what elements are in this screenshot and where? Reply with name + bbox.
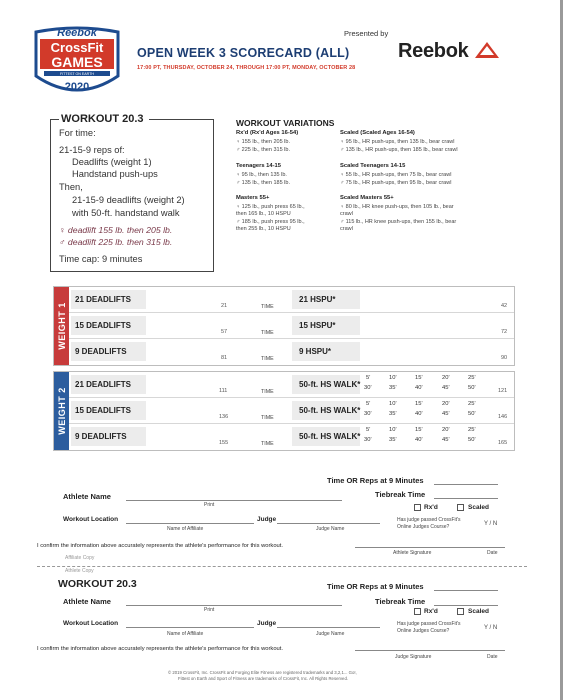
time-or-reps-input[interactable]	[434, 590, 498, 591]
time-cap: Time cap: 9 minutes	[59, 254, 143, 264]
variations-title: WORKOUT VARIATIONS	[236, 118, 335, 128]
judge-signature-input[interactable]	[355, 650, 505, 651]
table-row: 21 DEADLIFTS 21 TIME 21 HSPU* 42	[69, 287, 514, 313]
table-row: 9 DEADLIFTS 155 TIME 50-ft. HS WALK* 5' 10' 15' 20' 25' 30' 35' 40' 45' 50' 165	[69, 424, 514, 450]
workout-title-2: WORKOUT 20.3	[58, 578, 137, 590]
tiebreak-label: Tiebreak Time	[375, 490, 426, 499]
weight-1-table	[53, 286, 515, 366]
weight-2-band: WEIGHT 2	[54, 372, 69, 450]
variation-teens: Teenagers 14-15 ♀ 95 lb., then 135 lb. ♂ 135 lb., then 185 lb.	[236, 163, 290, 186]
judge-label: Judge	[257, 516, 277, 523]
svg-text:2020: 2020	[64, 81, 90, 93]
female-weights: ♀ deadlift 155 lb. then 205 lb.	[59, 225, 173, 235]
movement-label: 50-ft. HS WALK*	[292, 375, 360, 394]
rxd-checkbox[interactable]	[414, 504, 421, 511]
workout-title: WORKOUT 20.3	[59, 113, 149, 125]
movement-label: 21 DEADLIFTS	[71, 375, 146, 394]
judge-course-yn[interactable]: Y / N	[484, 521, 498, 527]
variation-masters: Masters 55+ ♀ 125 lb., push press 65 lb., then 165 lb., 10 HSPU ♂ 185 lb., push press 95 lb., then 255 lb., 10 HSPU	[236, 195, 305, 232]
variation-scaled: Scaled (Scaled Ages 16-54) ♀ 95 lb., HR push-ups, then 135 lb., bear crawl ♂ 135 lb., HR push-ups, then 185 lb., bear crawl	[340, 130, 458, 153]
athlete-signature-input[interactable]	[355, 547, 505, 548]
movement-label: 50-ft. HS WALK*	[292, 427, 360, 446]
judge-course-yn[interactable]: Y / N	[484, 625, 498, 631]
judge-input[interactable]	[277, 523, 380, 524]
movement-label: 21 HSPU*	[292, 290, 360, 309]
confirm-statement: I confirm the information above accurately represents the athlete's performance for this workout.	[37, 646, 283, 652]
tiebreak-input[interactable]	[434, 498, 498, 499]
svg-text:Reebok: Reebok	[57, 27, 97, 39]
workout-line: 21-15-9 reps of:	[59, 145, 125, 155]
rxd-checkbox[interactable]	[414, 608, 421, 615]
tiebreak-label: Tiebreak Time	[375, 597, 426, 606]
workout-line: Deadlifts (weight 1)	[72, 157, 152, 167]
workout-location-input[interactable]	[126, 523, 254, 524]
athlete-name-label: Athlete Name	[63, 597, 111, 606]
male-weights: ♂ deadlift 225 lb. then 315 lb.	[59, 237, 173, 247]
time-or-reps-input[interactable]	[434, 484, 498, 485]
movement-label: 9 HSPU*	[292, 342, 360, 361]
movement-label: 9 DEADLIFTS	[71, 427, 146, 446]
scaled-checkbox[interactable]	[457, 504, 464, 511]
table-row: 15 DEADLIFTS 136 TIME 50-ft. HS WALK* 5' 10' 15' 20' 25' 30' 35' 40' 45' 50' 146	[69, 398, 514, 424]
workout-line: Handstand push-ups	[72, 169, 158, 179]
svg-text:CrossFit: CrossFit	[50, 40, 104, 55]
scorecard-dates: 17:00 PT, THURSDAY, OCTOBER 24, THROUGH 17:00 PT, MONDAY, OCTOBER 28	[137, 65, 356, 71]
svg-text:FITTEST ON EARTH: FITTEST ON EARTH	[59, 72, 95, 76]
copyright-line-2: Fittest on Earth and Sport of Fitness are trademarks of CrossFit, Inc. All Rights Reserved.	[178, 676, 349, 681]
workout-line: For time:	[59, 128, 96, 138]
athlete-name-input[interactable]	[126, 605, 342, 606]
athlete-name-label: Athlete Name	[63, 492, 111, 501]
copyright-line-1: © 2019 CrossFit, Inc. CrossFit and Forging Elite Fitness are registered trademarks and 3,2,1... Go!,	[168, 670, 357, 675]
movement-label: 21 DEADLIFTS	[71, 290, 146, 309]
svg-text:GAMES: GAMES	[51, 54, 103, 70]
variation-scaled-masters: Scaled Masters 55+ ♀ 80 lb., HR knee push-ups, then 105 lb., bear crawl ♂ 115 lb., HR knee push-ups, then 155 lb., bear crawl	[340, 195, 457, 232]
reebok-logo: Reebok	[398, 40, 500, 63]
table-row: 9 DEADLIFTS 81 TIME 9 HSPU* 90	[69, 339, 514, 365]
time-or-reps-label: Time OR Reps at 9 Minutes	[327, 476, 424, 485]
crossfit-games-logo	[30, 26, 124, 98]
scaled-checkbox[interactable]	[457, 608, 464, 615]
movement-label: 50-ft. HS WALK*	[292, 401, 360, 420]
presented-by: Presented by	[344, 29, 389, 38]
workout-line: with 50-ft. handstand walk	[72, 208, 180, 218]
movement-label: 15 HSPU*	[292, 316, 360, 335]
athlete-name-input[interactable]	[126, 500, 342, 501]
reebok-delta-icon	[474, 41, 500, 59]
judge-label: Judge	[257, 620, 277, 627]
workout-line: 21-15-9 deadlifts (weight 2)	[72, 195, 185, 205]
tiebreak-input[interactable]	[434, 605, 498, 606]
affiliate-copy-label: Affiliate Copy	[65, 555, 95, 561]
confirm-statement: I confirm the information above accurately represents the athlete's performance for this workout.	[37, 543, 283, 549]
hs-walk-distances: 5' 10' 15' 20' 25' 30' 35' 40' 45' 50'	[364, 427, 476, 443]
movement-label: 9 DEADLIFTS	[71, 342, 146, 361]
movement-label: 15 DEADLIFTS	[71, 316, 146, 335]
variation-scaled-teens: Scaled Teenagers 14-15 ♀ 55 lb., HR push-ups, then 75 lb., bear crawl ♂ 75 lb., HR push-ups, then 95 lb., bear crawl	[340, 163, 452, 186]
hs-walk-distances: 5' 10' 15' 20' 25' 30' 35' 40' 45' 50'	[364, 375, 476, 391]
workout-line: Then,	[59, 182, 83, 192]
movement-label: 15 DEADLIFTS	[71, 401, 146, 420]
table-row: 15 DEADLIFTS 57 TIME 15 HSPU* 72	[69, 313, 514, 339]
weight-1-band: WEIGHT 1	[54, 287, 69, 365]
scorecard-title: OPEN WEEK 3 SCORECARD (ALL)	[137, 46, 350, 60]
table-row: 21 DEADLIFTS 111 TIME 50-ft. HS WALK* 5' 10' 15' 20' 25' 30' 35' 40' 45' 50' 121	[69, 372, 514, 398]
cut-line	[37, 566, 527, 567]
workout-description-box	[50, 113, 214, 272]
workout-location-label: Workout Location	[63, 620, 119, 627]
time-or-reps-label: Time OR Reps at 9 Minutes	[327, 582, 424, 591]
variation-rxd: Rx'd (Rx'd Ages 16-54) ♀ 155 lb., then 205 lb. ♂ 225 lb., then 315 lb.	[236, 130, 299, 153]
workout-location-label: Workout Location	[63, 516, 119, 523]
athlete-copy-label: Athlete Copy	[65, 568, 94, 574]
weight-2-table	[53, 371, 515, 451]
workout-location-input[interactable]	[126, 627, 254, 628]
hs-walk-distances: 5' 10' 15' 20' 25' 30' 35' 40' 45' 50'	[364, 401, 476, 417]
judge-input[interactable]	[277, 627, 380, 628]
